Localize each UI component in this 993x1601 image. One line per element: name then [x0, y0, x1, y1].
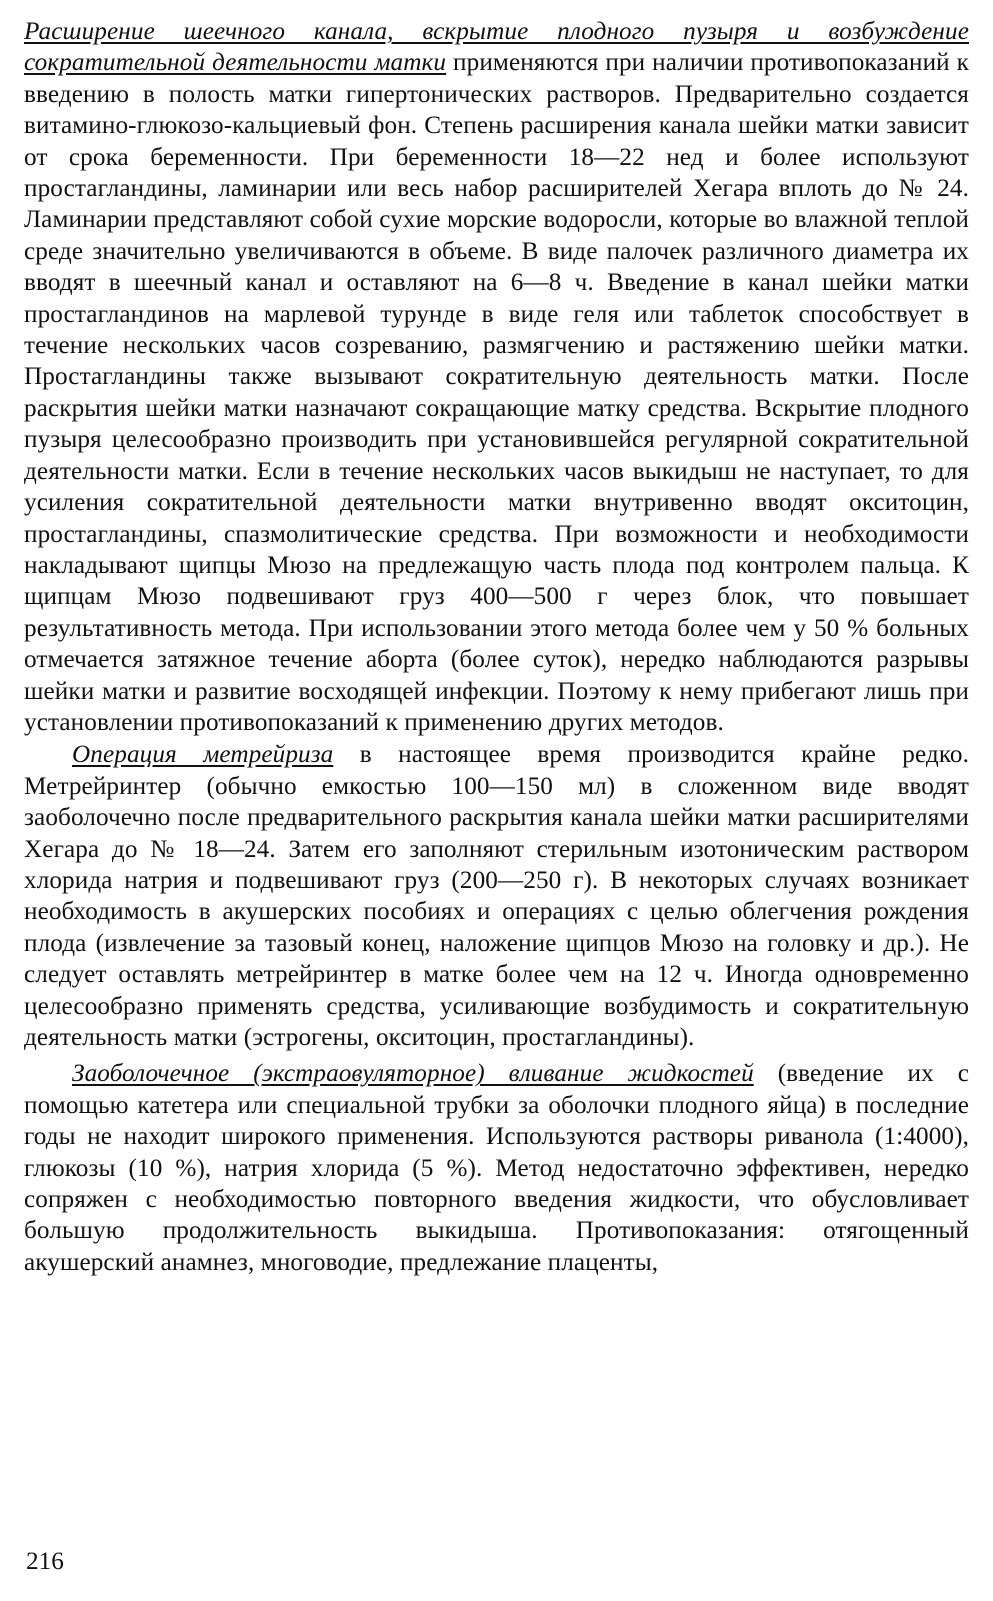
paragraph-cervical-dilation [24, 16, 969, 738]
paragraph-metreurysis [24, 739, 969, 1053]
paragraph-body-cervical-dilation: применяются при наличии противопоказаний к введению в полость матки гипертонических растворов. Предварительно создается витамино-глюкозо-кальциевый фон. Степень расширения канала шейки матки зависит от срока беременности. При беременности 18—22 нед и более используют простагландины, ламинарии или весь набор расширителей Хегара вплоть до № 24. Ламинарии представляют собой сухие морские водоросли, которые во влажной теплой среде значительно увеличиваются в объеме. В виде палочек различного диаметра их вводят в шеечный канал и оставляют на 6—8 ч. Введение в канал шейки матки простагландинов на марлевой турунде в виде геля или таблеток способствует в течение нескольких часов созреванию, размягчению и растяжению шейки матки. Простагландины также вызывают сократительную деятельность матки. После раскрытия шейки матки назначают сокращающие матку средства. Вскрытие плодного пузыря целесообразно производить при установившейся регулярной сократительной деятельности матки. Если в течение нескольких часов выкидыш не наступает, то для усиления сократительной деятельности матки внутривенно вводят окситоцин, простагландины, спазмолитические средства. При возможности и необходимости накладывают щипцы Мюзо на предлежащую часть плода под контролем пальца. К щипцам Мюзо подвешивают груз 400—500 г через блок, что повышает результативность метода. При использовании этого метода более чем у 50 % больных отмечается затяжное течение аборта (более суток), нередко наблюдаются разрывы шейки матки и развитие восходящей инфекции. Поэтому к нему прибегают лишь при установлении противопоказаний к применению других методов. [24, 49, 969, 736]
paragraph-lead-metreurysis: Операция метрейриза [72, 741, 334, 769]
paragraph-extraamniotic-infusion [24, 1058, 969, 1278]
paragraph-lead-cervical-dilation: Расширение шеечного канала, вскрытие плодного пузыря и возбуждение сократительной деятельности матки [24, 18, 969, 77]
paragraph-body-metreurysis: в настоящее время производится крайне редко. Метрейринтер (обычно емкостью 100—150 мл) в сложенном виде вводят заоболочечно после предварительного раскрытия канала шейки матки расширителями Хегара до № 18—24. Затем его заполняют стерильным изотоническим раствором хлорида натрия и подвешивают груз (200—250 г). В некоторых случаях возникает необходимость в акушерских пособиях и операциях с целью облегчения рождения плода (извлечение за тазовый конец, наложение щипцов Мюзо на головку и др.). Не следует оставлять метрейринтер в матке более чем на 12 ч. Иногда одновременно целесообразно применять средства, усиливающие возбудимость и сократительную деятельность матки (эстрогены, окситоцин, простагландины). [24, 741, 969, 1051]
page-number: 216 [26, 1548, 64, 1575]
paragraph-lead-extraamniotic-infusion: Заоболочечное (экстраовуляторное) вливание жидкостей [72, 1060, 754, 1088]
paragraph-body-extraamniotic-infusion: (введение их с помощью катетера или специальной трубки за оболочки плодного яйца) в последние годы не находит широкого применения. Используются растворы риванола (1:4000), глюкозы (10 %), натрия хлорида (5 %). Метод недостаточно эффективен, нередко сопряжен с необходимостью повторного введения жидкости, что обусловливает большую продолжительность выкидыша. Противопоказания: отягощенный акушерский анамнез, многоводие, предлежание плаценты, [24, 1060, 969, 1276]
page-text-block [24, 16, 969, 1576]
